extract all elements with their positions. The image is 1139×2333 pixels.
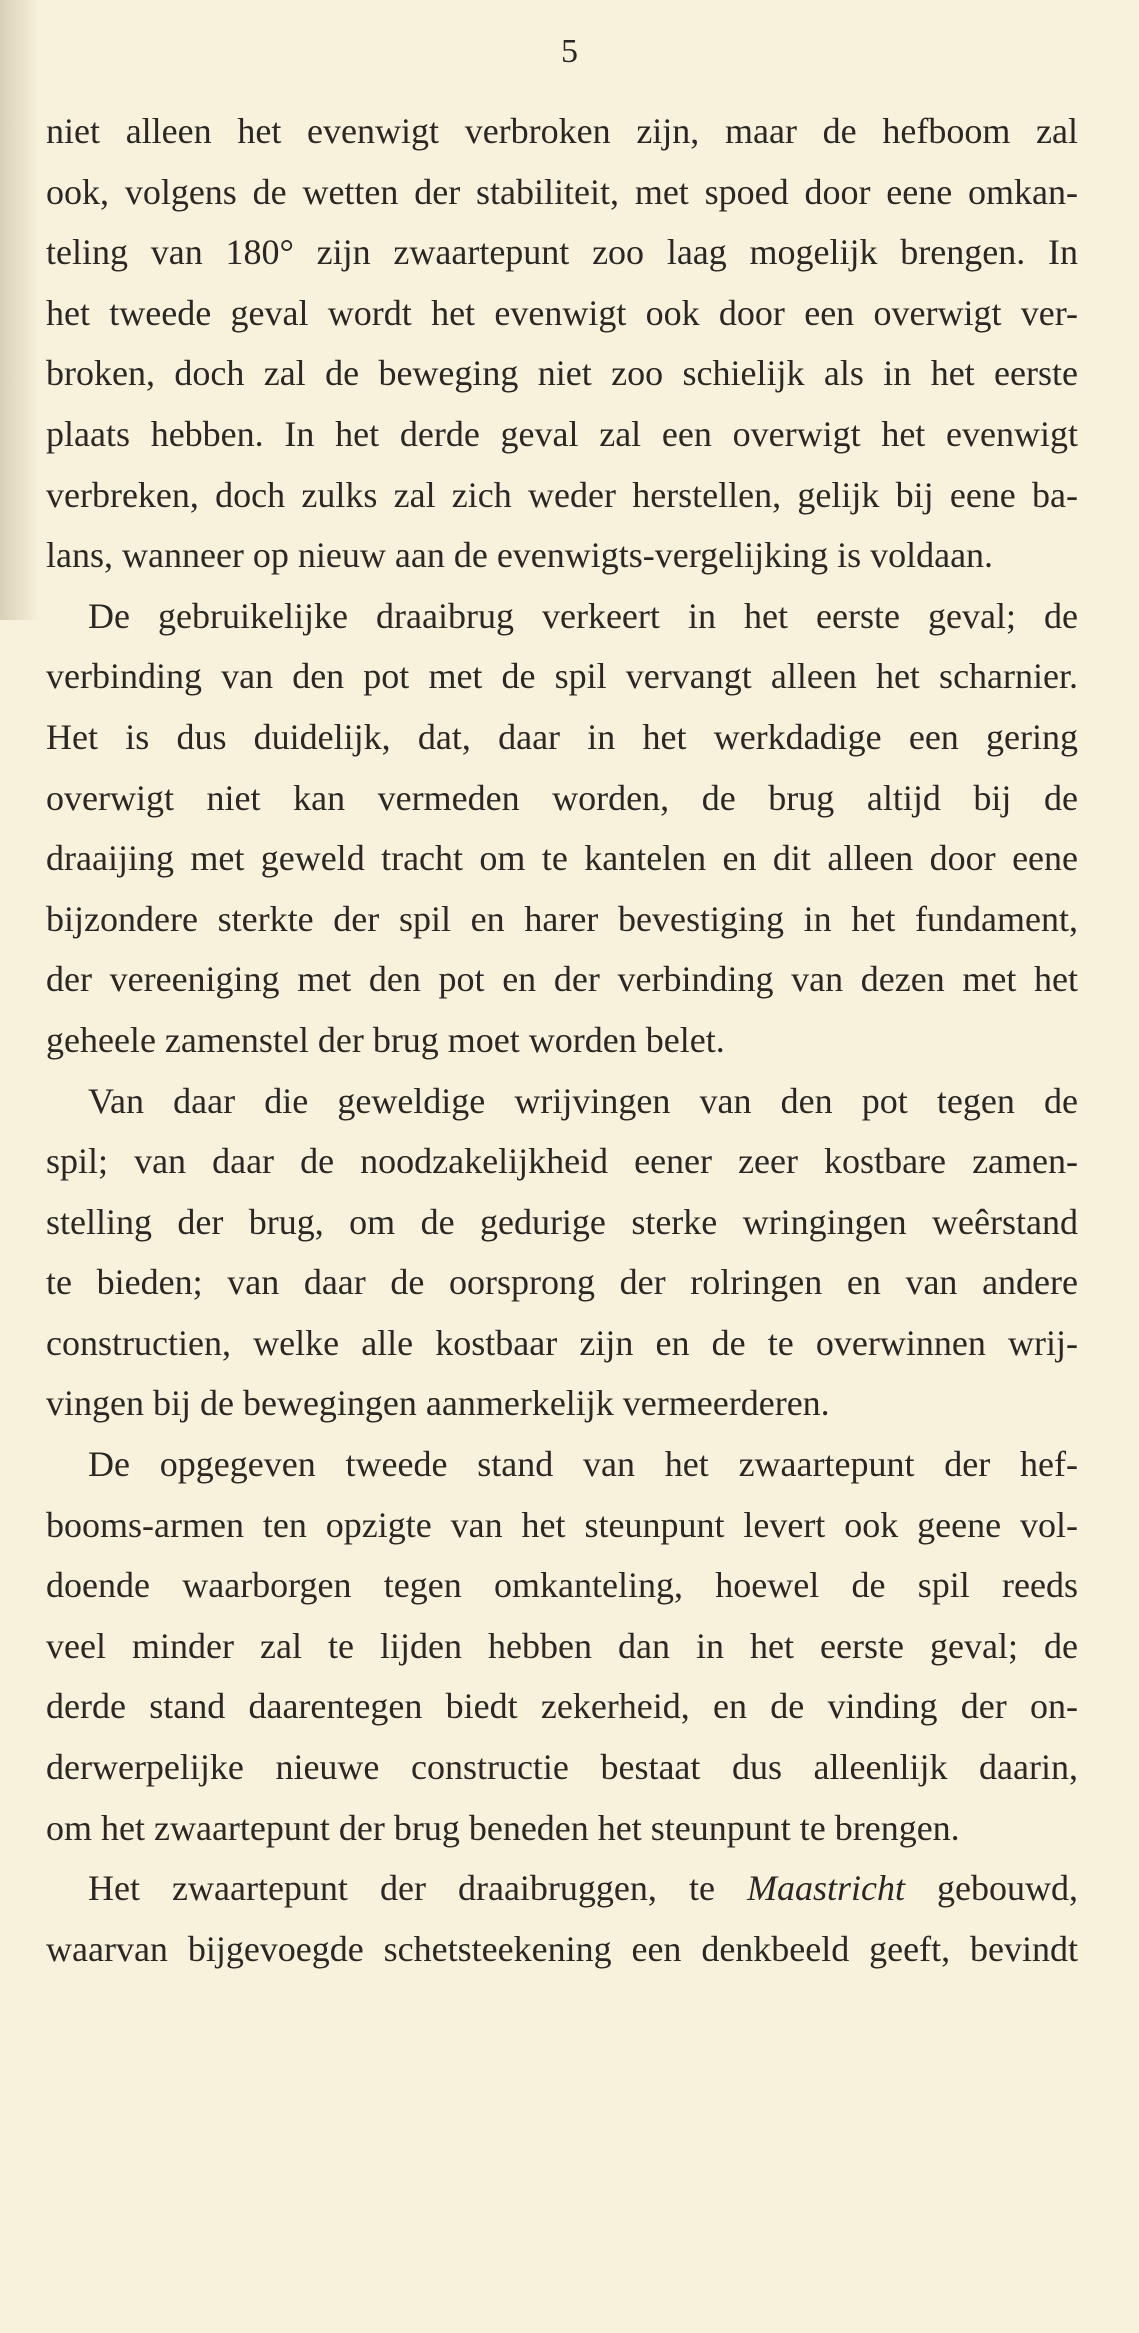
text-line: draaijing met geweld tracht om te kantelen en dit alleen door eene: [46, 838, 1078, 879]
text-line: De gebruikelijke draaibrug verkeert in het eerste geval; de: [88, 595, 1078, 636]
page-edge-shadow: [0, 0, 40, 620]
paragraph: [46, 1071, 1078, 1435]
text-line: stelling der brug, om de gedurige sterke wringingen weêrstand: [46, 1201, 1078, 1242]
text-line: het tweede geval wordt het evenwigt ook door een overwigt ver-: [46, 292, 1078, 333]
text-line: Het is dus duidelijk, dat, daar in het werkdadige een gering: [46, 716, 1078, 757]
text-line: veel minder zal te lijden hebben dan in het eerste geval; de: [46, 1625, 1078, 1666]
text-line: De opgegeven tweede stand van het zwaartepunt der hef-: [88, 1444, 1078, 1485]
body-text: [46, 101, 1078, 1979]
text-line: lans, wanneer op nieuw aan de evenwigts-vergelijking is voldaan.: [46, 535, 994, 576]
paragraph: [46, 101, 1078, 586]
text-line: geheele zamenstel der brug moet worden belet.: [46, 1019, 725, 1060]
text-line: Van daar die geweldige wrijvingen van den pot tegen de: [88, 1080, 1078, 1121]
page-number: 5: [561, 33, 578, 70]
text-line: vingen bij de bewegingen aanmerkelijk vermeerderen.: [46, 1383, 830, 1424]
paragraph: [46, 1434, 1078, 1858]
text-line: niet alleen het evenwigt verbroken zijn, maar de hefboom zal: [46, 111, 1078, 151]
text-line: derde stand daarentegen biedt zekerheid, en de vinding der on-: [46, 1686, 1078, 1727]
text-line: om het zwaartepunt der brug beneden het steunpunt te brengen.: [46, 1807, 960, 1848]
text-line: constructien, welke alle kostbaar zijn en de te overwinnen wrij-: [46, 1322, 1078, 1363]
text-line: waarvan bijgevoegde schetsteekening een denkbeeld geeft, bevindt: [46, 1928, 1078, 1969]
text-line: booms-armen ten opzigte van het steunpunt levert ook geene vol-: [46, 1504, 1078, 1545]
text-line: derwerpelijke nieuwe constructie bestaat dus alleenlijk daarin,: [46, 1747, 1078, 1788]
text-line: broken, doch zal de beweging niet zoo schielijk als in het eerste: [46, 353, 1078, 394]
text-line: verbinding van den pot met de spil vervangt alleen het scharnier.: [46, 656, 1078, 697]
paragraph: [46, 586, 1078, 1071]
text-line: verbreken, doch zulks zal zich weder herstellen, gelijk bij eene ba-: [46, 474, 1078, 515]
text-line: der vereeniging met den pot en der verbinding van dezen met het: [46, 959, 1078, 1000]
text-line: doende waarborgen tegen omkanteling, hoewel de spil reeds: [46, 1565, 1078, 1606]
text-line: teling van 180° zijn zwaartepunt zoo laag mogelijk brengen. In: [46, 232, 1078, 273]
text-line: te bieden; van daar de oorsprong der rolringen en van andere: [46, 1262, 1078, 1303]
paragraph: [46, 1858, 1078, 1979]
text-line: plaats hebben. In het derde geval zal een overwigt het evenwigt: [46, 413, 1078, 454]
text-line: overwigt niet kan vermeden worden, de brug altijd bij de: [46, 777, 1078, 818]
place-name: Maastricht: [746, 1868, 905, 1909]
text-line: bijzondere sterkte der spil en harer bevestiging in het fundament,: [46, 898, 1078, 939]
text-line: spil; van daar de noodzakelijkheid eener zeer kostbare zamen-: [46, 1141, 1078, 1182]
text-line: Het zwaartepunt der draaibruggen, te Maastricht gebouwd,: [88, 1868, 1078, 1909]
text-line: ook, volgens de wetten der stabiliteit, met spoed door eene omkan-: [46, 171, 1078, 212]
